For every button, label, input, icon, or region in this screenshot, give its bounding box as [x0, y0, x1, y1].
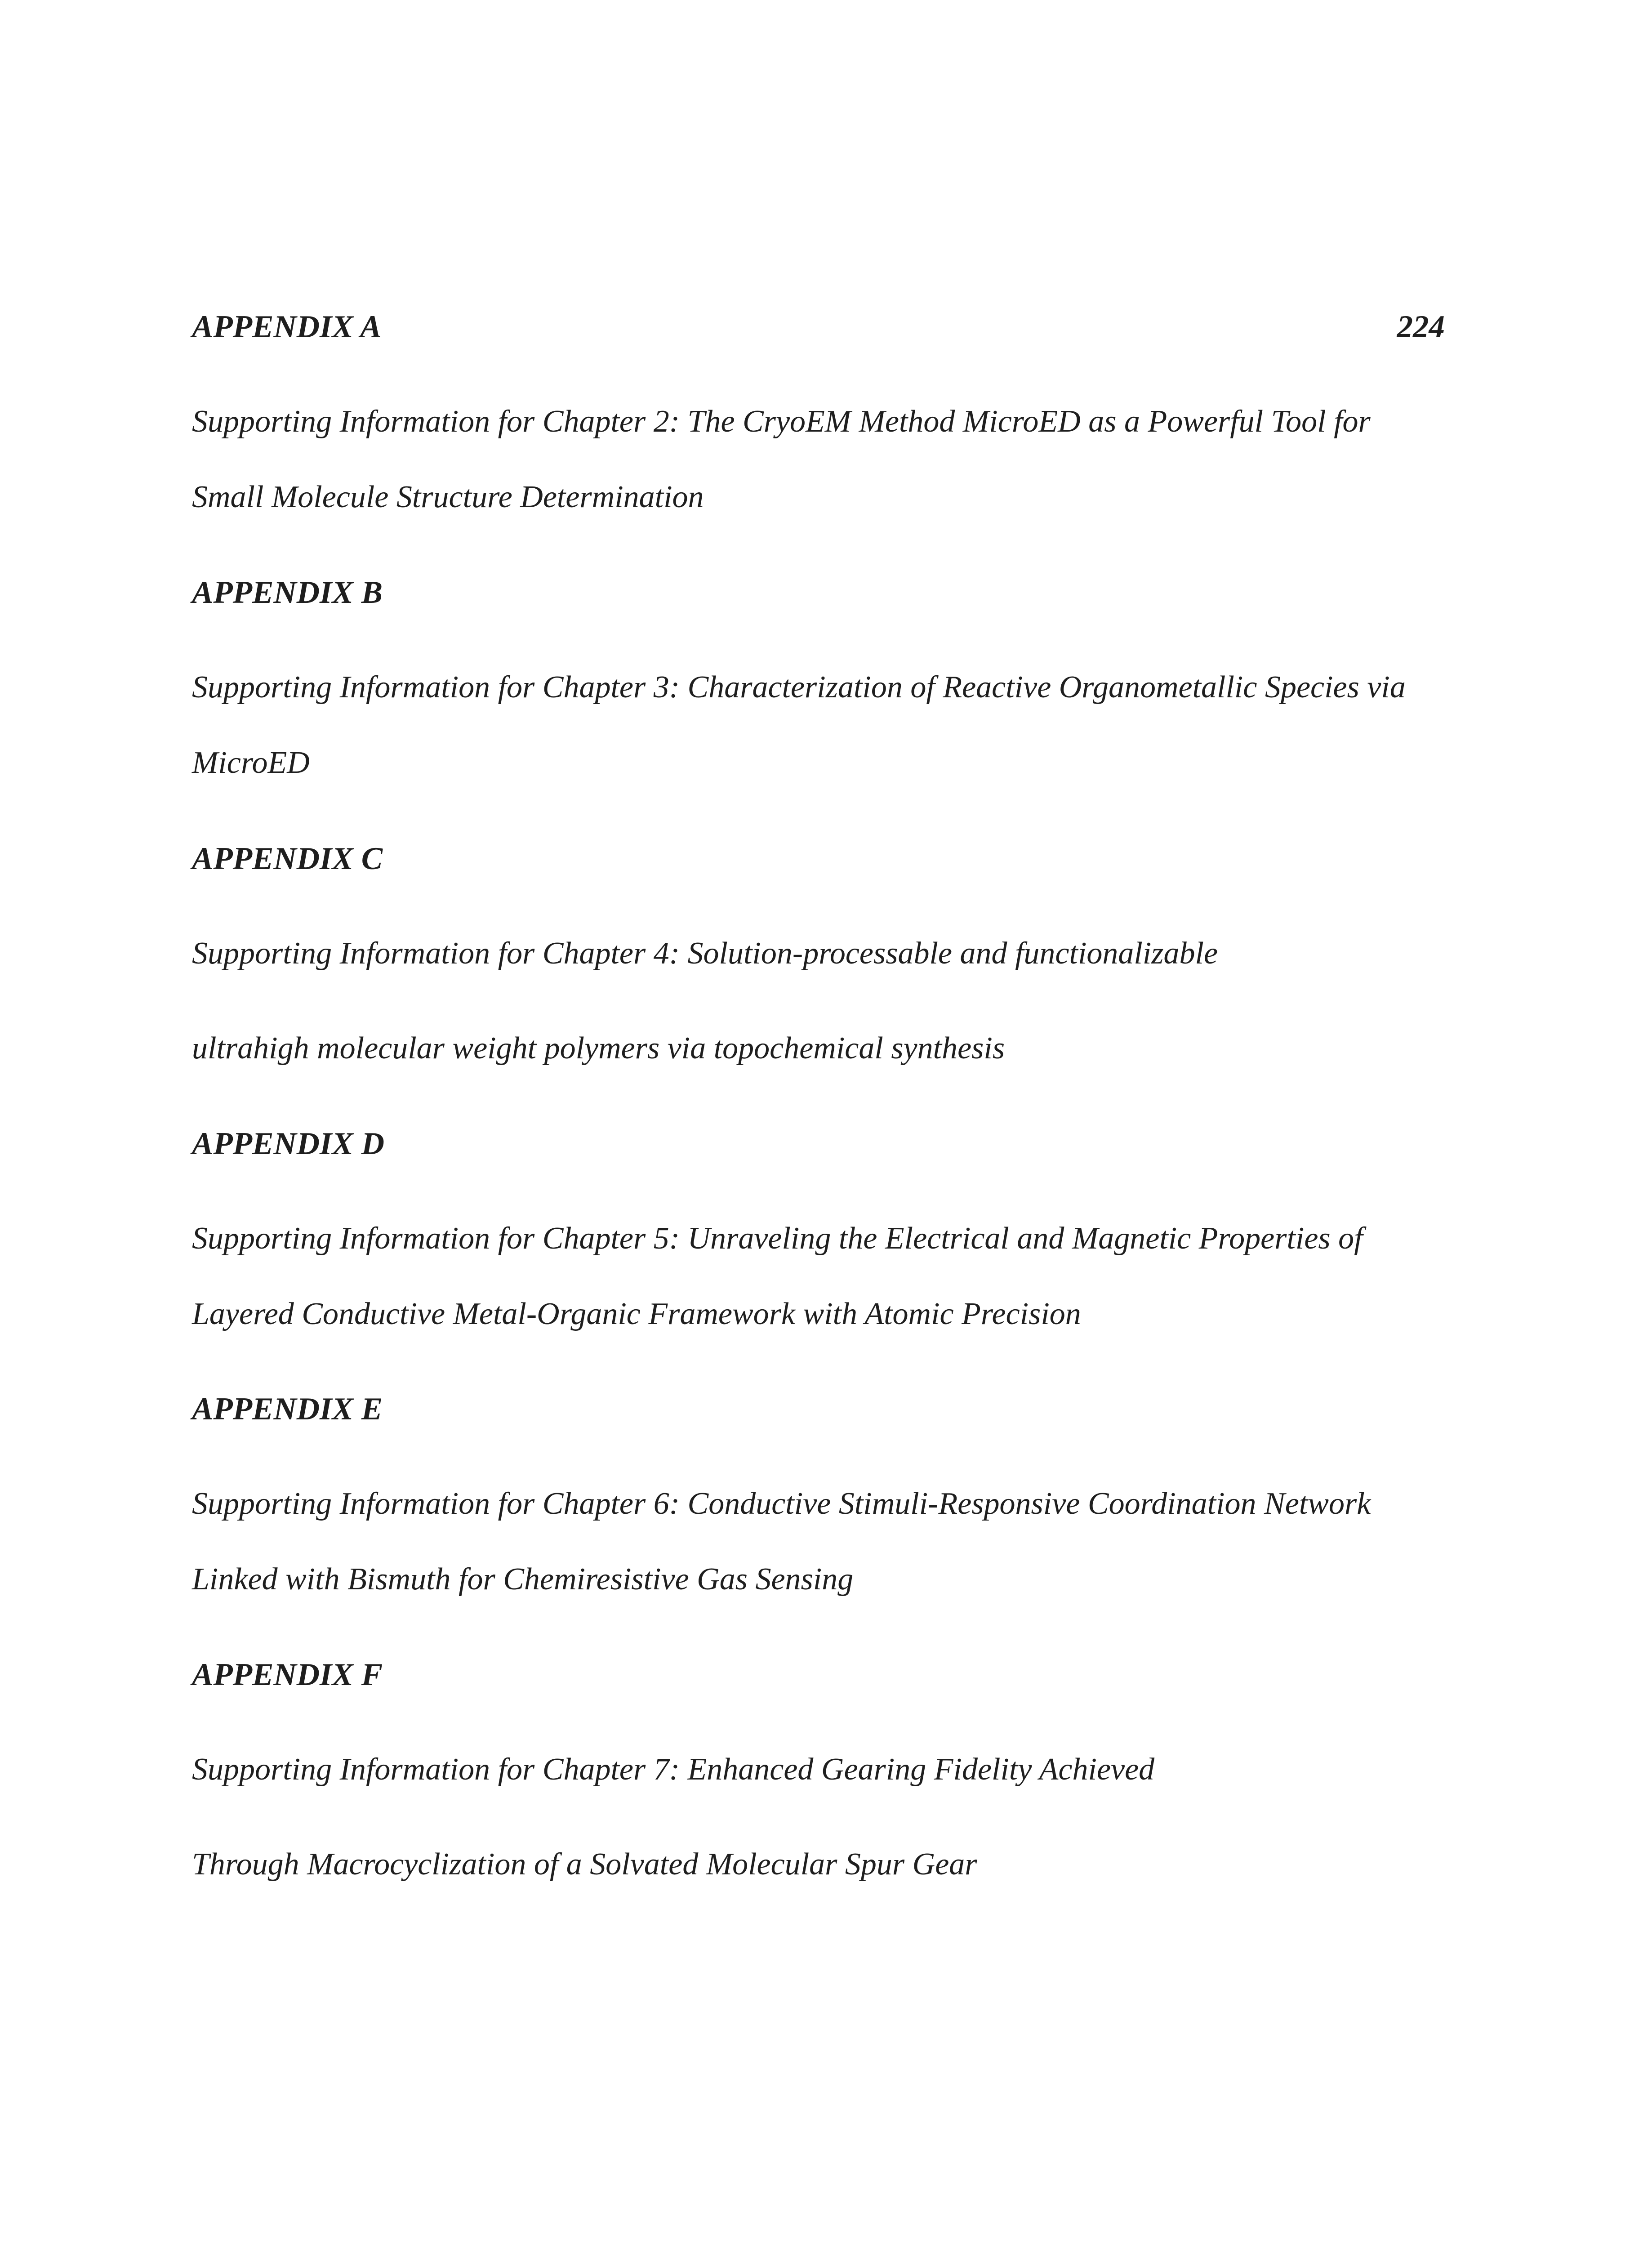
appendix-c-description-line-2: ultrahigh molecular weight polymers via topochemical synthesis: [192, 1031, 1005, 1066]
appendix-e-description-line-1: Supporting Information for Chapter 6: Conductive Stimuli-Responsive Coordination Network: [192, 1486, 1371, 1521]
appendix-d-description-line-1: Supporting Information for Chapter 5: Unraveling the Electrical and Magnetic Properties of: [192, 1221, 1363, 1256]
appendix-b-heading: APPENDIX B: [192, 575, 383, 610]
appendix-f-description-line-1: Supporting Information for Chapter 7: Enhanced Gearing Fidelity Achieved: [192, 1752, 1155, 1787]
appendix-c-description-line-1: Supporting Information for Chapter 4: Solution-processable and functionalizable: [192, 936, 1218, 971]
appendix-d-heading: APPENDIX D: [192, 1126, 385, 1161]
appendix-c-heading: APPENDIX C: [192, 841, 383, 876]
page-number: 224: [1397, 309, 1445, 344]
appendix-f-heading: APPENDIX F: [192, 1657, 383, 1692]
appendix-b-description-line-2: MicroED: [192, 745, 310, 780]
appendix-d-description-line-2: Layered Conductive Metal-Organic Framework with Atomic Precision: [192, 1297, 1081, 1331]
appendix-a-description-line-2: Small Molecule Structure Determination: [192, 480, 704, 514]
appendix-b-description-line-1: Supporting Information for Chapter 3: Characterization of Reactive Organometallic Species via: [192, 670, 1406, 705]
appendix-e-heading: APPENDIX E: [192, 1392, 383, 1427]
appendix-f-description-line-2: Through Macrocyclization of a Solvated Molecular Spur Gear: [192, 1847, 977, 1882]
appendix-e-description-line-2: Linked with Bismuth for Chemiresistive Gas Sensing: [192, 1562, 854, 1597]
appendix-a-description-line-1: Supporting Information for Chapter 2: The CryoEM Method MicroED as a Powerful Tool for: [192, 404, 1371, 439]
appendix-a-heading: APPENDIX A: [192, 309, 382, 344]
